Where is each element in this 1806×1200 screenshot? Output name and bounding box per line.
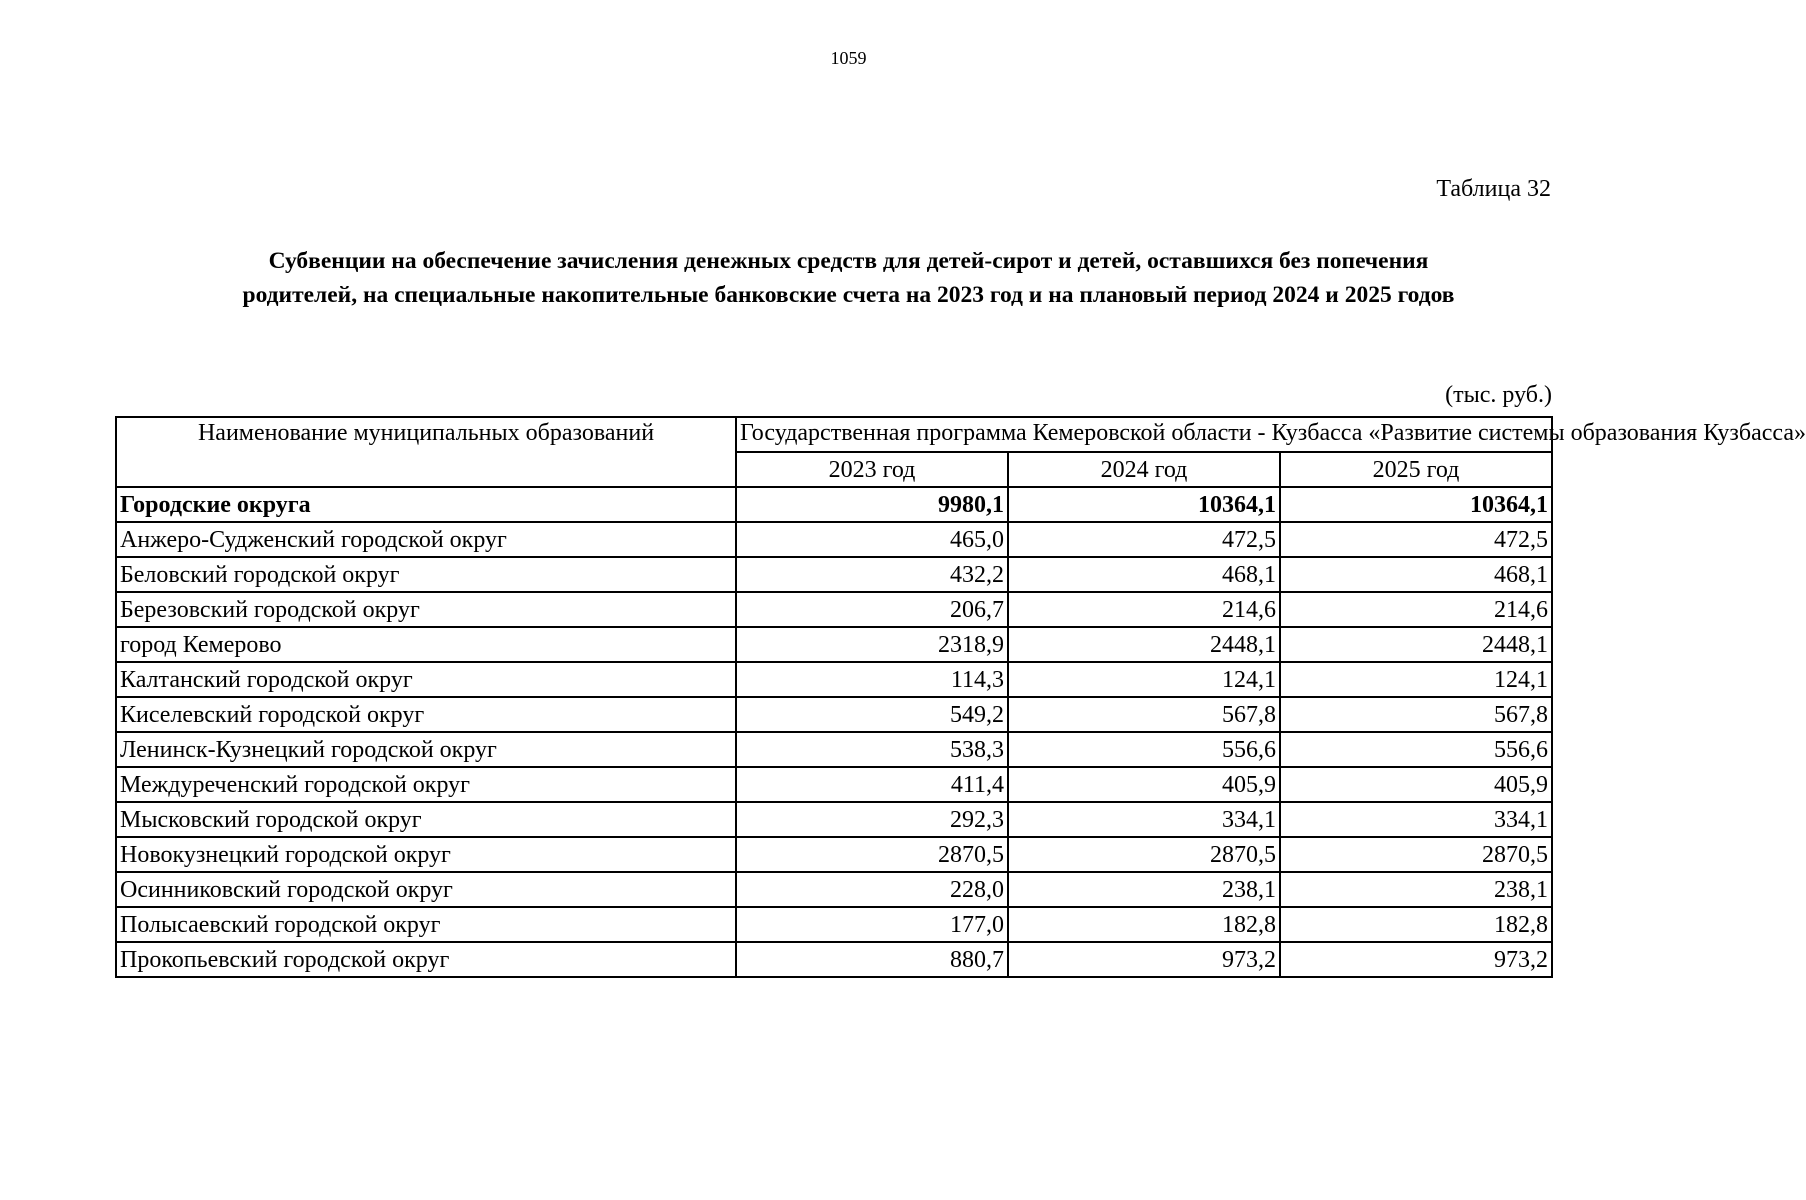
row-name: город Кемерово (116, 627, 736, 662)
header-row-1 (116, 417, 1552, 452)
value-2023: 9980,1 (736, 487, 1008, 522)
value-2023: 228,0 (736, 872, 1008, 907)
header-program: Государственная программа Кемеровской области - Кузбасса «Развитие системы образования Кузбасса» (736, 417, 1552, 452)
units-label: (тыс. руб.) (1445, 382, 1552, 408)
value-2025: 405,9 (1280, 767, 1552, 802)
value-2024: 124,1 (1008, 662, 1280, 697)
table-row (116, 907, 1552, 942)
header-municipality: Наименование муниципальных образований (116, 417, 736, 487)
value-2023: 432,2 (736, 557, 1008, 592)
value-2024: 405,9 (1008, 767, 1280, 802)
value-2024: 556,6 (1008, 732, 1280, 767)
row-name: Анжеро-Судженский городской округ (116, 522, 736, 557)
value-2024: 468,1 (1008, 557, 1280, 592)
table-row (116, 767, 1552, 802)
value-2025: 334,1 (1280, 802, 1552, 837)
header-year-2024: 2024 год (1008, 452, 1280, 487)
table-row (116, 522, 1552, 557)
value-2025: 556,6 (1280, 732, 1552, 767)
subventions-table (115, 416, 1806, 978)
table-row (116, 732, 1552, 767)
table-row (116, 627, 1552, 662)
title-line-2: родителей, на специальные накопительные банковские счета на 2023 год и на плановый период 2024 и 2025 годов (242, 282, 1455, 308)
value-2024: 2448,1 (1008, 627, 1280, 662)
row-name: Березовский городской округ (116, 592, 736, 627)
value-2025: 10364,1 (1280, 487, 1552, 522)
table-row (116, 942, 1552, 977)
value-2024: 2870,5 (1008, 837, 1280, 872)
value-2025: 2870,5 (1280, 837, 1552, 872)
table-row (116, 872, 1552, 907)
value-2024: 10364,1 (1008, 487, 1280, 522)
row-name: Полысаевский городской округ (116, 907, 736, 942)
value-2024: 334,1 (1008, 802, 1280, 837)
value-2024: 973,2 (1008, 942, 1280, 977)
value-2025: 182,8 (1280, 907, 1552, 942)
value-2025: 214,6 (1280, 592, 1552, 627)
page-number: 1059 (830, 48, 867, 68)
value-2023: 292,3 (736, 802, 1008, 837)
table-body (116, 487, 1552, 977)
value-2023: 549,2 (736, 697, 1008, 732)
table-label: Таблица 32 (1436, 176, 1551, 202)
value-2025: 973,2 (1280, 942, 1552, 977)
header-year-2025: 2025 год (1280, 452, 1552, 487)
table-row (116, 557, 1552, 592)
value-2023: 2318,9 (736, 627, 1008, 662)
table-row (116, 662, 1552, 697)
value-2024: 472,5 (1008, 522, 1280, 557)
row-name: Прокопьевский городской округ (116, 942, 736, 977)
value-2024: 182,8 (1008, 907, 1280, 942)
row-name: Ленинск-Кузнецкий городской округ (116, 732, 736, 767)
table-row-total (116, 487, 1552, 522)
value-2023: 538,3 (736, 732, 1008, 767)
value-2023: 880,7 (736, 942, 1008, 977)
row-name: Мысковский городской округ (116, 802, 736, 837)
value-2023: 465,0 (736, 522, 1008, 557)
value-2023: 411,4 (736, 767, 1008, 802)
title-line-1: Субвенции на обеспечение зачисления денежных средств для детей-сирот и детей, оставшихся без попечения (268, 248, 1429, 274)
row-name: Калтанский городской округ (116, 662, 736, 697)
value-2025: 124,1 (1280, 662, 1552, 697)
value-2025: 468,1 (1280, 557, 1552, 592)
row-name: Беловский городской округ (116, 557, 736, 592)
value-2023: 177,0 (736, 907, 1008, 942)
row-name: Городские округа (116, 487, 736, 522)
value-2024: 238,1 (1008, 872, 1280, 907)
row-name: Междуреченский городской округ (116, 767, 736, 802)
table-row (116, 592, 1552, 627)
value-2025: 567,8 (1280, 697, 1552, 732)
table-row (116, 837, 1552, 872)
value-2024: 567,8 (1008, 697, 1280, 732)
value-2025: 238,1 (1280, 872, 1552, 907)
table-row (116, 697, 1552, 732)
value-2025: 472,5 (1280, 522, 1552, 557)
row-name: Осинниковский городской округ (116, 872, 736, 907)
value-2023: 2870,5 (736, 837, 1008, 872)
value-2023: 114,3 (736, 662, 1008, 697)
value-2023: 206,7 (736, 592, 1008, 627)
document-title (120, 244, 1577, 312)
row-name: Новокузнецкий городской округ (116, 837, 736, 872)
row-name: Киселевский городской округ (116, 697, 736, 732)
value-2024: 214,6 (1008, 592, 1280, 627)
value-2025: 2448,1 (1280, 627, 1552, 662)
header-year-2023: 2023 год (736, 452, 1008, 487)
table-row (116, 802, 1552, 837)
